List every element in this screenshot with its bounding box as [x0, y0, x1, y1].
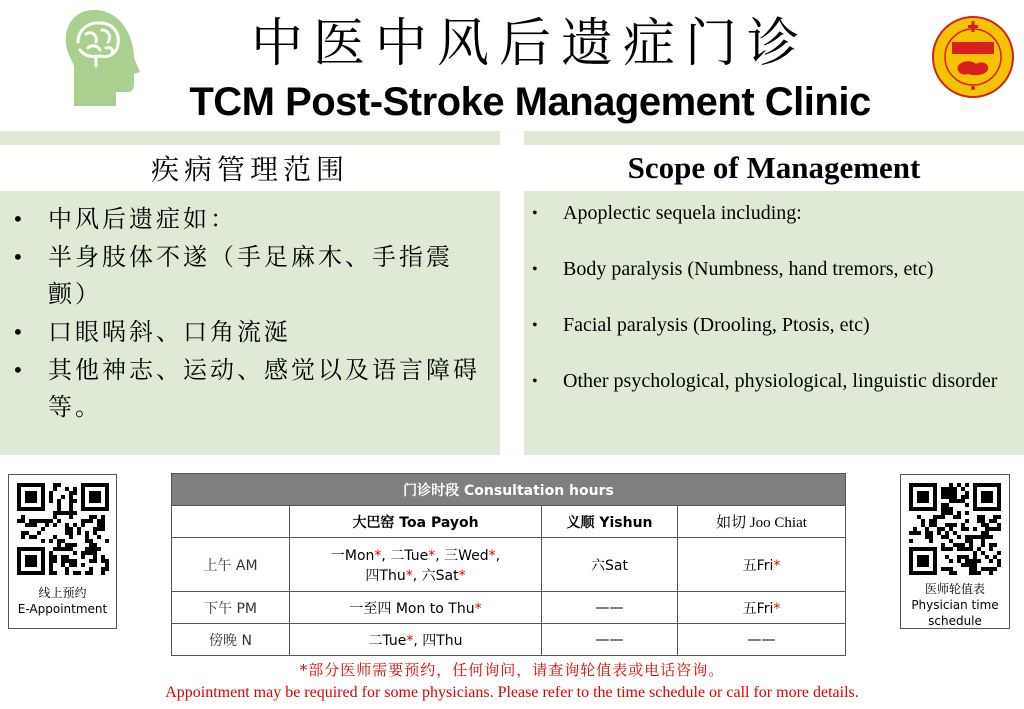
- consultation-hours-table: [171, 473, 846, 656]
- list-item: • Other psychological, physiological, linguistic disorder: [532, 367, 1014, 396]
- table-cell: ——: [678, 624, 846, 656]
- qr-caption: 线上预约 E-Appointment: [17, 586, 108, 616]
- bullet-icon: •: [12, 358, 27, 382]
- table-row: [172, 624, 846, 656]
- column-header-joo-chiat: 如切 Joo Chiat: [678, 506, 846, 538]
- table-cell: 二Tue*, 四Thu: [290, 624, 542, 656]
- e-appointment-qr-card[interactable]: [8, 474, 117, 629]
- column-header-yishun: 义顺 Yishun: [542, 506, 678, 538]
- bullet-icon: •: [12, 207, 27, 231]
- table-title: 门诊时段 Consultation hours: [172, 474, 846, 506]
- scope-heading-cn: 疾病管理范围: [150, 153, 349, 186]
- page-title-cn: 中医中风后遗症门诊: [250, 14, 809, 74]
- scope-panel-en: [524, 191, 1024, 455]
- footnote-cn: *部分医师需要预约，任何询问，请查询轮值表或电话咨询。: [299, 661, 725, 679]
- table-cell: 五Fri*: [678, 538, 846, 592]
- scope-heading-en: Scope of Management: [627, 150, 921, 185]
- bullet-icon: •: [532, 205, 538, 222]
- list-item: • 半身肢体不遂（手足麻木、手指震颤）: [12, 239, 486, 313]
- bullet-icon: •: [12, 320, 27, 344]
- table-cell: ——: [542, 624, 678, 656]
- header-strip-left: [0, 131, 500, 145]
- table-row: [172, 538, 846, 592]
- scope-panel-cn: [0, 191, 500, 455]
- list-item: • 口眼㖞斜、口角流涎: [12, 314, 486, 351]
- period-label: 傍晚 N: [172, 624, 290, 656]
- header-strip-right: [524, 131, 1024, 145]
- physician-schedule-qr-card[interactable]: [900, 474, 1010, 629]
- table-cell: 六Sat: [542, 538, 678, 592]
- period-label: 下午 PM: [172, 592, 290, 624]
- brain-head-icon: [62, 8, 142, 108]
- table-cell: 五Fri*: [678, 592, 846, 624]
- footnote-en: Appointment may be required for some physicians. Please refer to the time schedule or call for more details.: [165, 684, 859, 701]
- page-title-en: TCM Post-Stroke Management Clinic: [189, 80, 871, 124]
- list-item: • 中风后遗症如：: [12, 201, 486, 238]
- table-header-row: [172, 506, 846, 538]
- table-cell: 一Mon*, 二Tue*, 三Wed*, 四Thu*, 六Sat*: [290, 538, 542, 592]
- empty-header-cell: [172, 506, 290, 538]
- qr-code-icon[interactable]: [909, 483, 1001, 575]
- table-cell: ——: [542, 592, 678, 624]
- bullet-icon: •: [532, 317, 538, 334]
- period-label: 上午 AM: [172, 538, 290, 592]
- list-item: • Apoplectic sequela including:: [532, 199, 1014, 228]
- list-item: • 其他神志、运动、感觉以及语言障碍等。: [12, 352, 486, 426]
- list-item: • Body paralysis (Numbness, hand tremors, etc): [532, 255, 1014, 284]
- bullet-icon: •: [532, 261, 538, 278]
- bullet-icon: •: [532, 373, 538, 390]
- institution-seal-logo: [932, 16, 1014, 98]
- table-row: [172, 592, 846, 624]
- column-header-toa-payoh: 大巴窑 Toa Payoh: [290, 506, 542, 538]
- bullet-icon: •: [12, 245, 27, 269]
- qr-caption: 医师轮值表 Physician time schedule: [911, 582, 999, 628]
- list-item: • Facial paralysis (Drooling, Ptosis, etc): [532, 311, 1014, 340]
- qr-code-icon[interactable]: [17, 483, 109, 575]
- table-cell: 一至四 Mon to Thu*: [290, 592, 542, 624]
